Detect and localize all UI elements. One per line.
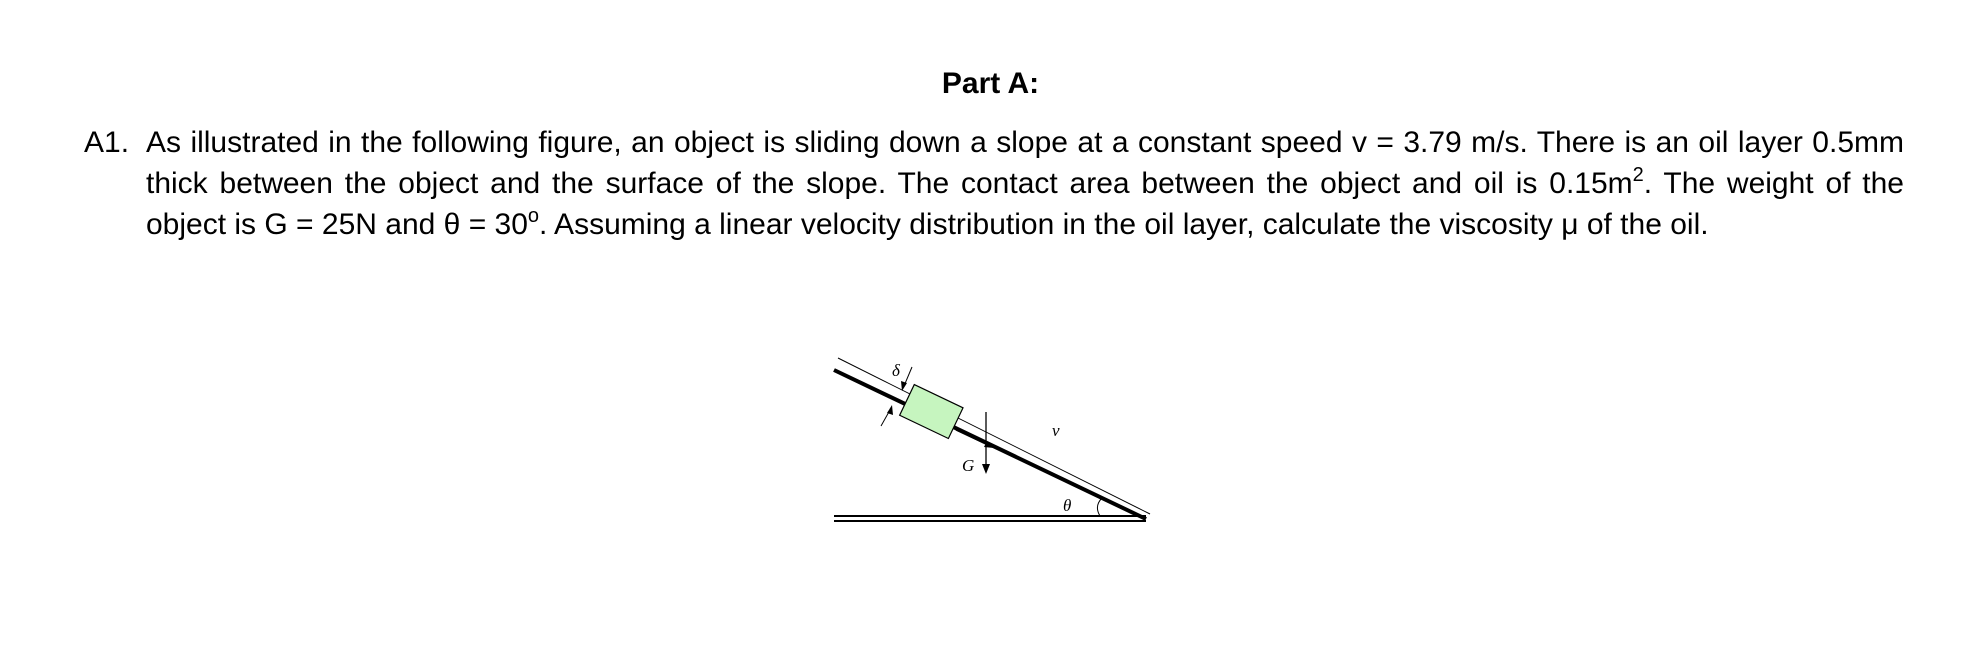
block-rect [900,385,963,439]
superscript-degree: o [527,205,540,227]
superscript-squared: 2 [1632,164,1644,186]
label-g: G [962,456,975,475]
sliding-block [900,385,963,439]
question-a1 [84,122,1904,245]
label-theta: θ [1063,496,1072,515]
velocity-arrow [956,430,990,446]
theta-arc [1097,498,1102,516]
question-text: As illustrated in the following figure, an object is sliding down a slope at a constant speed v = 3.79 m/s. There is an oil layer 0.5mm thick between the object and the surface of the slope. The contact area between the object and oil is $0.15m^2$. The weight of the object is G = 25N and $\theta = 30^o$. Assuming a linear velocity distribution in the oil layer, calculate the viscosity μ of the oil. [146,126,1904,241]
label-v: v [1052,421,1060,440]
weight-arrowhead [982,464,990,474]
delta-arrowhead-top [901,381,907,391]
slope-figure [832,352,1152,532]
slope-diagram [832,352,1152,532]
label-delta: δ [892,361,900,380]
question-number: A1. [84,126,130,159]
part-title: Part A: [941,67,1040,100]
oil-layer-line [838,358,1150,514]
